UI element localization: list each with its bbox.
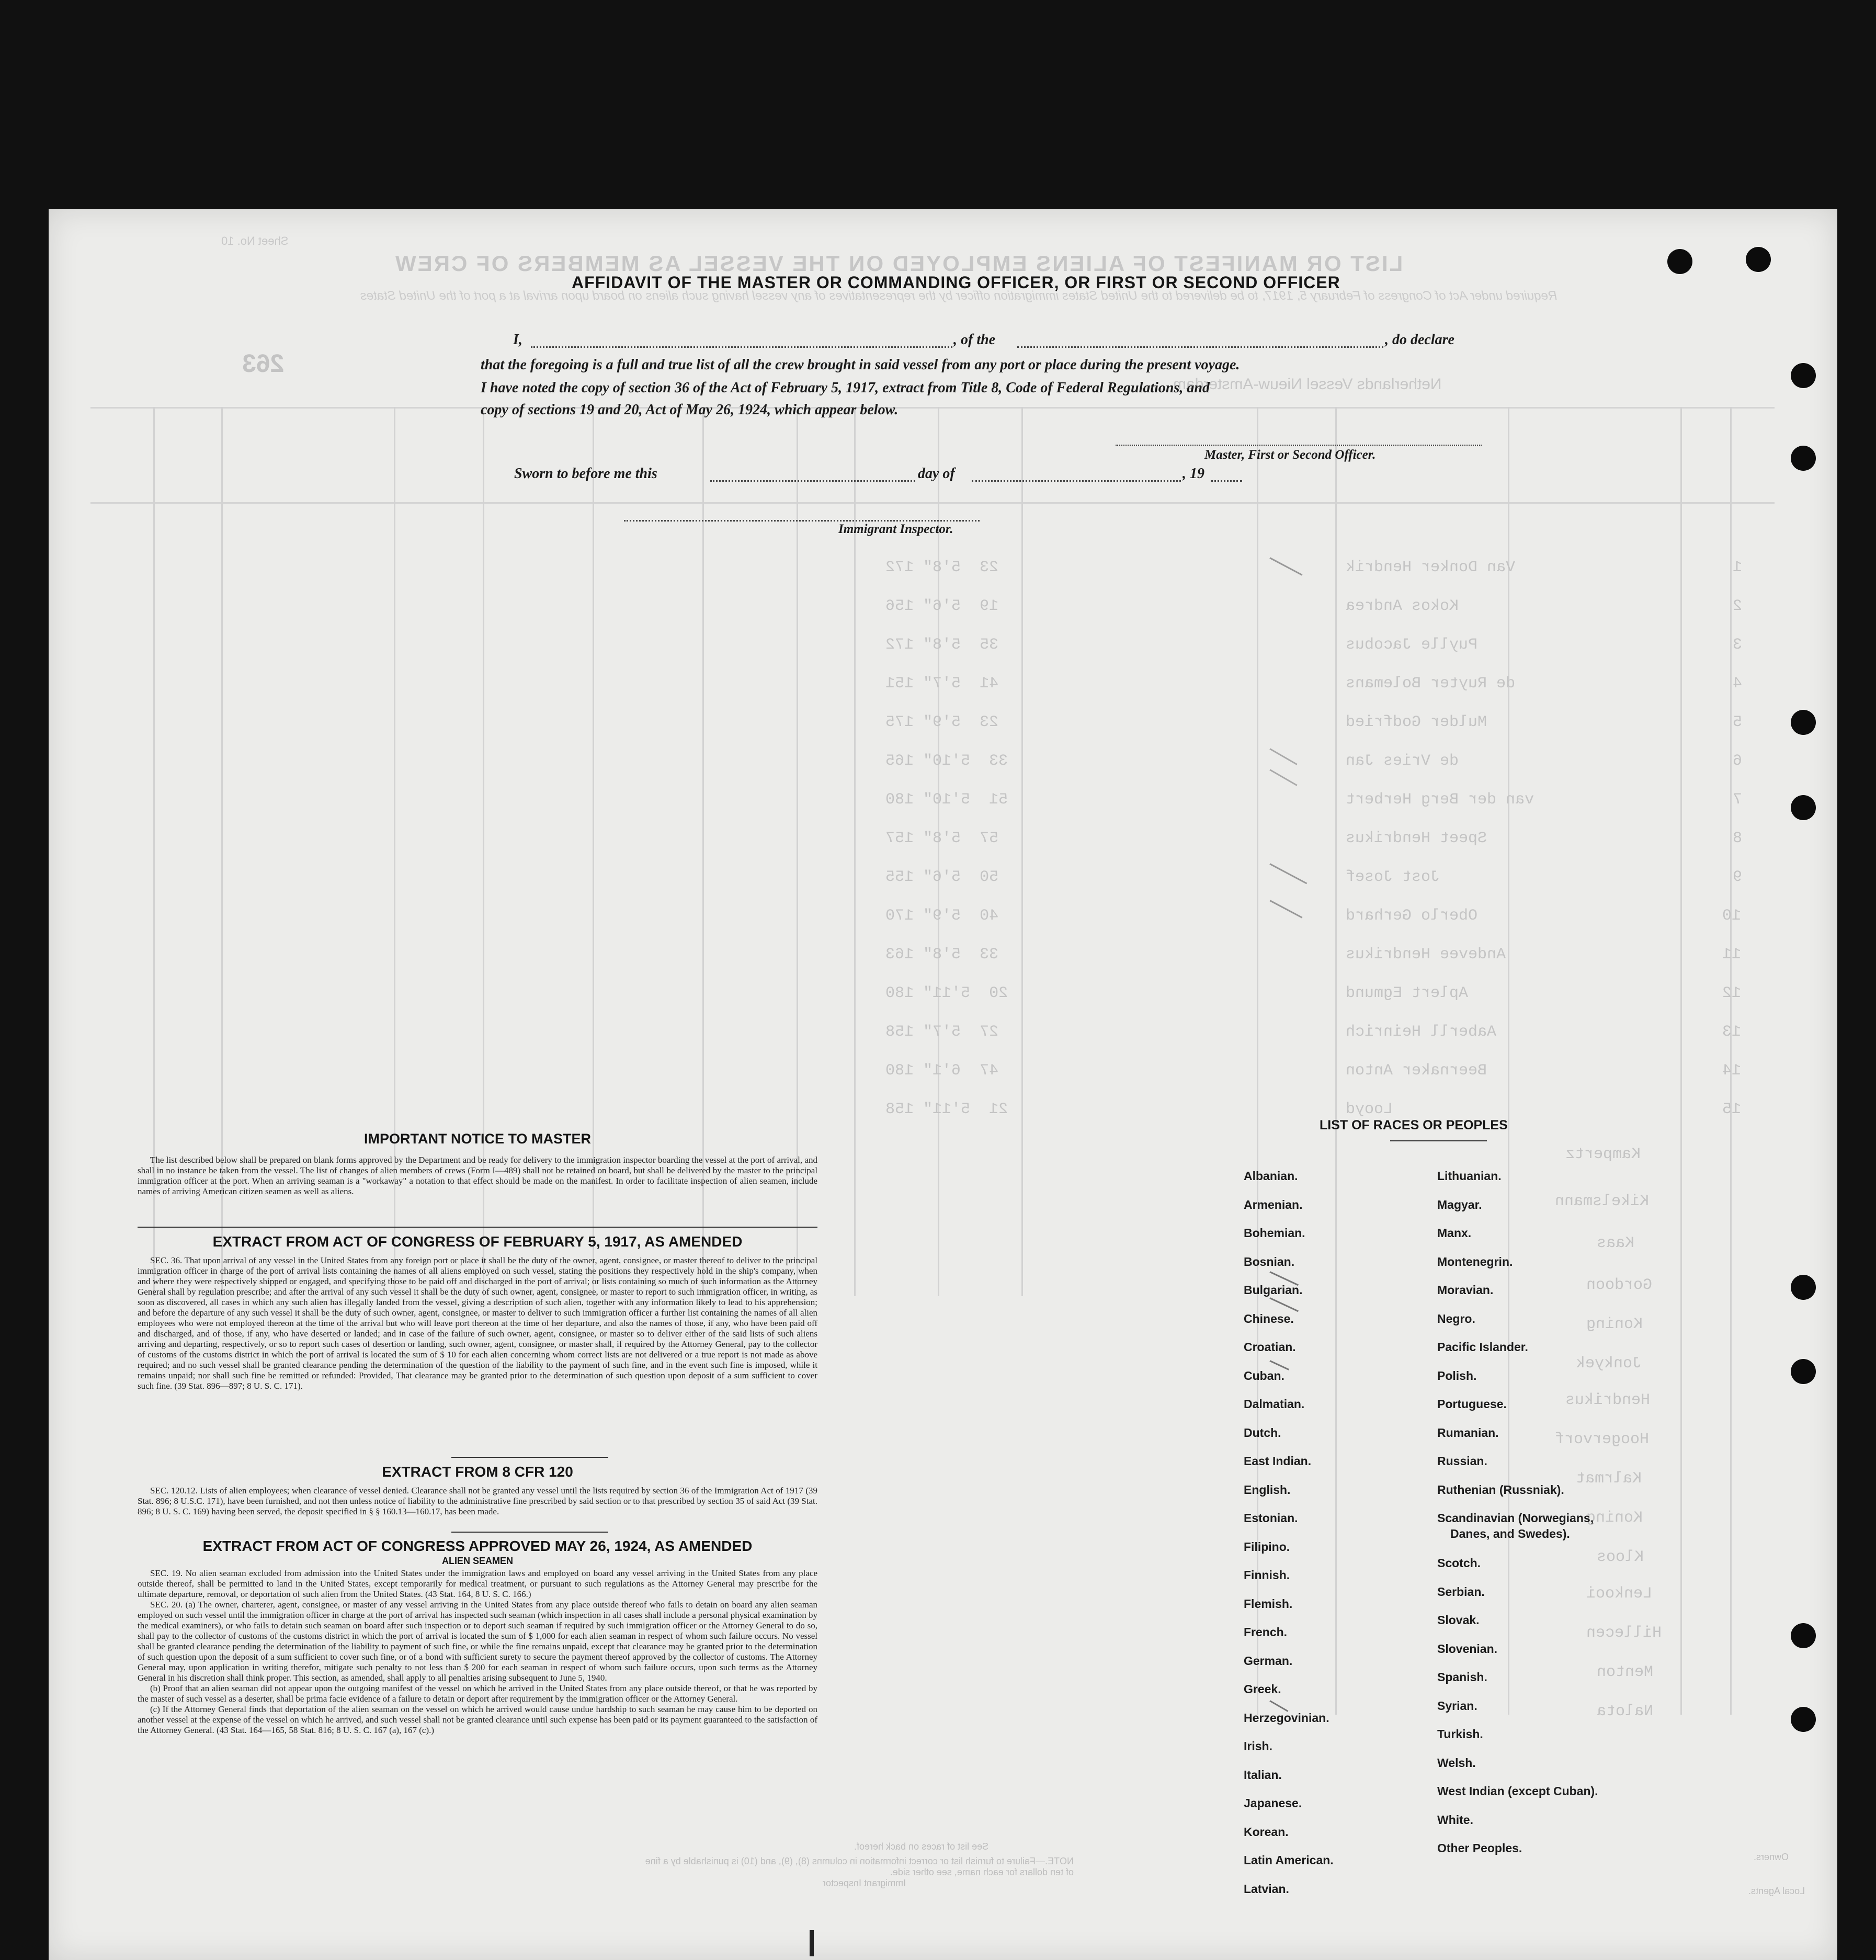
race-item: Negro. [1437, 1312, 1475, 1325]
affidavit-of-the: , of the [953, 332, 996, 348]
race-item: Syrian. [1437, 1699, 1477, 1713]
ghost-row: 3 [1733, 636, 1743, 654]
ghost-row: 51 5'10" 180 [885, 791, 1008, 809]
race-item: Portuguese. [1437, 1397, 1507, 1411]
ghost-footer-inspector: Immigrant Inspector [823, 1878, 906, 1888]
race-item: Finnish. [1244, 1568, 1290, 1582]
race-item: Latin American. [1244, 1853, 1334, 1867]
race-item: Dutch. [1244, 1426, 1281, 1440]
ghost-row: 2 [1733, 597, 1743, 615]
pencil-tick [1269, 769, 1297, 786]
race-item: Polish. [1437, 1369, 1477, 1383]
race-item: Greek. [1244, 1682, 1281, 1696]
ghost-row: Nalota [1597, 1703, 1654, 1720]
ghost-row: 35 5'8" 172 [885, 636, 999, 654]
ghost-row: 9 [1733, 868, 1743, 886]
ghost-row: 12 [1722, 984, 1742, 1002]
race-item: White. [1437, 1813, 1473, 1827]
race-item: Bosnian. [1244, 1255, 1295, 1268]
notice-body: The list described below shall be prepared on blank forms approved by the Department and be ready for delivery to the immigration inspector boarding the vessel at the port of arrival, and shall in no instance be taken from the vessel. The list of changes of alien members of crews (Form I—489) shall not be retained on board, but shall be delivered by the master to the principal immigration officer at the port. When an arriving seaman is a "workaway" a notation to that effect should be made on the manifest. In order to facilitate inspection of alien seamen, include names of arriving American citizen seamen as well as aliens. [138, 1155, 817, 1196]
notice-title: IMPORTANT NOTICE TO MASTER [364, 1131, 591, 1147]
ghost-row: Hendrikus [1565, 1391, 1651, 1409]
inspector-label: Immigrant Inspector. [838, 522, 953, 536]
ghost-sheet-no: Sheet No. 10 [221, 234, 289, 247]
ghost-row: Lenkooi [1586, 1585, 1653, 1603]
ghost-footer-note: NOTE.—Failure to furnish list or correct information in columns (8), (9), and (10) is punishable by a fine of ten dollars for each name, see other side. [645, 1856, 1074, 1877]
sworn-day-field[interactable] [710, 480, 915, 482]
binder-hole [1791, 1623, 1816, 1648]
ghost-row: 13 [1722, 1023, 1742, 1041]
race-item: English. [1244, 1483, 1291, 1497]
ghost-row: 33 5'8" 163 [885, 946, 999, 964]
ghost-row: Gordoon [1586, 1276, 1653, 1294]
ghost-row: 5 [1733, 713, 1743, 731]
ghost-subtitle: Required under Act of Congress of February 5, 1917, to be delivered to the United States immigration officer by the representatives of any vessel having such aliens on board upon arrival at a port of the United States [360, 289, 1557, 303]
race-item: Other Peoples. [1437, 1841, 1522, 1855]
binder-hole [1791, 446, 1816, 471]
ghost-row: Koning [1586, 1509, 1643, 1527]
ghost-title: LIST OR MANIFEST OF ALIENS EMPLOYED ON THE VESSEL AS MEMBERS OF CREW [394, 251, 1403, 276]
race-item: Spanish. [1437, 1670, 1487, 1684]
ghost-row: Kalrmat [1576, 1470, 1642, 1488]
ghost-row: Kampertz [1565, 1146, 1641, 1163]
race-item: Latvian. [1244, 1882, 1289, 1896]
manifest-sheet [49, 209, 1837, 1960]
ghost-row: 47 6'1" 180 [885, 1062, 999, 1080]
ghost-footer-agents: Local Agents. [1748, 1886, 1805, 1896]
ghost-row: 20 5'11" 180 [885, 984, 1008, 1002]
binder-hole [1746, 247, 1771, 272]
sworn-month-field[interactable] [972, 480, 1181, 482]
ghost-row: Kikelsmann [1555, 1193, 1650, 1210]
ghost-row: Jost Josef [1346, 868, 1440, 886]
ghost-row: Koning [1586, 1316, 1643, 1333]
declarant-name-field[interactable] [531, 346, 952, 348]
affidavit-line4: copy of sections 19 and 20, Act of May 26, 1924, which appear below. [481, 402, 899, 418]
race-item: Scotch. [1437, 1556, 1481, 1570]
ghost-row: Andevee Hendrikus [1346, 946, 1506, 964]
ghost-row: de Vries Jan [1346, 752, 1459, 770]
pencil-tick [1269, 1700, 1288, 1712]
extract-1917-body: SEC. 36. That upon arrival of any vessel in the United States from any foreign port or place it shall be the duty of the owner, agent, consignee, or master thereof to deliver to the principal immigration officer in charge of the port of arrival lists containing the names of all aliens employed on such vessel, stating the positions they respectively hold in the ship's company, when and where they were respectively shipped or engaged, and specifying those to be paid off and discharged in the port of arrival; or lists containing so much of such information as the Attorney General shall by regulation prescribe; and after the arrival of any such vessel it shall be the duty of such owner, agent, consignee, or master to report to such immigration officer, in writing, as soon as discovered, all cases in which any such alien has illegally landed from the vessel, giving a description of such alien, together with any information likely to lead to his apprehension; and before the departure of any such vessel it shall be the duty of such owner, agent, consignee, or master to deliver to such immigration officer a further list containing the names of all alien employees who were not employed thereon at the time of the arrival but who will leave port thereon at the time of her departure, and also the names of those, if any, who have been paid off and discharged, and of those, if any, who have deserted or landed; and in case of the failure of such owner, agent, consignee, or master so to deliver either of the said lists of such aliens arriving and departing, respectively, or so to report such cases of desertion or landing, such owner, agent, consignee, or master shall, if required by the Attorney General, pay to the collector of customs of the customs district in which the port of arrival is located the sum of $ 10 for each alien concerning whom correct lists are not delivered or a true report is not made as above required; and no such vessel shall be granted clearance pending the determination of the question of the liability to the payment of such fine, and in the event such fine is imposed, while it remains unpaid; nor shall such fine be remitted or refunded: Provided, That clearance may be granted prior to the determination of such question upon deposit of a sum sufficient to cover such fine. (39 Stat. 896—897; 8 U. S. C. 171). [138, 1255, 817, 1391]
race-item: Flemish. [1244, 1597, 1293, 1611]
ghost-row: 1 [1733, 559, 1743, 576]
ghost-row: 33 5'10" 165 [885, 752, 1008, 770]
race-item: French. [1244, 1625, 1288, 1639]
binder-hole [1791, 1275, 1816, 1300]
race-item: Moravian. [1437, 1283, 1494, 1297]
affidavit-line3: I have noted the copy of section 36 of the Act of February 5, 1917, extract from Title 8, Code of Federal Regulations, and [481, 380, 1210, 396]
race-item: Albanian. [1244, 1169, 1298, 1183]
race-item: Armenian. [1244, 1198, 1303, 1211]
ghost-row: Van Donker Hendrik [1346, 559, 1516, 576]
ghost-row: 15 [1722, 1101, 1742, 1118]
master-label: Master, First or Second Officer. [1204, 448, 1376, 462]
ghost-row: Jonkyek [1576, 1355, 1642, 1373]
race-item: Magyar. [1437, 1198, 1482, 1211]
ghost-row: Looyd [1346, 1101, 1393, 1118]
race-item: East Indian. [1244, 1454, 1312, 1468]
extract-1924-title: EXTRACT FROM ACT OF CONGRESS APPROVED MAY 26, 1924, AS AMENDED [202, 1538, 753, 1554]
race-item: Manx. [1437, 1226, 1472, 1240]
race-item: German. [1244, 1654, 1293, 1668]
binder-hole [1791, 363, 1816, 388]
ghost-row: 40 5'9" 170 [885, 907, 999, 925]
race-item: Irish. [1244, 1739, 1272, 1753]
extract-1917-title: EXTRACT FROM ACT OF CONGRESS OF FEBRUARY 5, 1917, AS AMENDED [212, 1233, 743, 1250]
ghost-row: Speet Hendrikus [1346, 830, 1487, 847]
race-item: Welsh. [1437, 1756, 1476, 1770]
binder-hole [1667, 249, 1692, 274]
ghost-vessel-line: Netherlands Vessel Nieuw-Amsterdam [1173, 376, 1442, 393]
ghost-row: Menton [1597, 1663, 1654, 1681]
ghost-row: 19 5'6" 156 [885, 597, 999, 615]
race-item: Russian. [1437, 1454, 1487, 1468]
ghost-row: 7 [1733, 791, 1743, 809]
day-of-label: day of [918, 466, 955, 482]
race-item: Croatian. [1244, 1340, 1296, 1354]
ghost-row: Kokos Andrea [1346, 597, 1459, 615]
binder-hole [1791, 1359, 1816, 1384]
sworn-label: Sworn to before me this [514, 466, 657, 482]
race-item: Filipino. [1244, 1540, 1290, 1554]
race-item: Turkish. [1437, 1727, 1483, 1741]
ghost-row: Hillecen [1586, 1624, 1662, 1642]
affidavit-title: AFFIDAVIT OF THE MASTER OR COMMANDING OFFICER, OR FIRST OR SECOND OFFICER [572, 273, 1340, 292]
race-item: Korean. [1244, 1825, 1289, 1839]
vessel-name-field[interactable] [1017, 346, 1383, 348]
sworn-year-field[interactable] [1211, 480, 1242, 482]
races-title: LIST OF RACES OR PEOPLES [1320, 1118, 1508, 1132]
pencil-tick [810, 1930, 814, 1956]
ghost-row: Puylle Jacobus [1346, 636, 1478, 654]
ghost-row: 50 5'6" 155 [885, 868, 999, 886]
race-item: Ruthenian (Russniak). [1437, 1483, 1564, 1497]
ghost-row: Hoogervorf [1555, 1431, 1650, 1448]
ghost-row: Beernaker Anton [1346, 1062, 1487, 1080]
race-item: Serbian. [1437, 1585, 1485, 1599]
master-signature-line[interactable] [1116, 445, 1482, 446]
race-item: Rumanian. [1437, 1426, 1499, 1440]
ghost-row: 23 5'8" 172 [885, 559, 999, 576]
race-item: Italian. [1244, 1768, 1282, 1782]
race-item: Montenegrin. [1437, 1255, 1513, 1268]
race-item: Herzegovinian. [1244, 1711, 1329, 1725]
affidavit-i: I, [513, 332, 522, 348]
race-item: Scandinavian (Norwegians, [1437, 1511, 1594, 1525]
race-item: Lithuanian. [1437, 1169, 1502, 1183]
race-item: Chinese. [1244, 1312, 1294, 1325]
pencil-tick [1269, 863, 1307, 884]
affidavit-do-declare: , do declare [1385, 332, 1454, 348]
ghost-row: 23 5'9" 175 [885, 713, 999, 731]
ghost-row: 8 [1733, 830, 1743, 847]
extract-cfr-body: SEC. 120.12. Lists of alien employees; when clearance of vessel denied. Clearance shall not be granted any vessel until the lists required by section 36 of the Immigration Act of 1917 (39 Stat. 896; 8 U.S.C. 171), have been furnished, and not then unless notice of liability to the administrative fine prescribed by said section or to that prescribed by section 35 of said Act (39 Stat. 896; 8 U. S. C. 169) having been served, the deposit specified in § § 160.13—160.17, has been made. [138, 1486, 817, 1516]
affidavit-line2: that the foregoing is a full and true list of all the crew brought in said vessel from any port or place during the present voyage. [481, 357, 1240, 373]
extract-cfr-title: EXTRACT FROM 8 CFR 120 [382, 1464, 573, 1480]
race-item: Slovenian. [1437, 1642, 1498, 1656]
ghost-row: 14 [1722, 1062, 1742, 1080]
binder-hole [1791, 1707, 1816, 1732]
year-label: , 19 [1183, 466, 1204, 482]
ghost-row: 4 [1733, 675, 1743, 693]
inspector-signature-line[interactable] [624, 520, 980, 522]
ghost-row: Kloos [1597, 1548, 1644, 1566]
ghost-row: de Ruyter Bolemans [1346, 675, 1516, 693]
race-item: Bohemian. [1244, 1226, 1305, 1240]
race-item: Cuban. [1244, 1369, 1284, 1383]
extract-1924-subtitle: ALIEN SEAMEN [441, 1556, 513, 1566]
ghost-row: 6 [1733, 752, 1743, 770]
race-item: Japanese. [1244, 1796, 1302, 1810]
race-item: Slovak. [1437, 1613, 1480, 1627]
ghost-row: Aaberll Heinrich [1346, 1023, 1497, 1041]
ghost-row: 27 5'7" 158 [885, 1023, 999, 1041]
ghost-stamp: 263 [242, 350, 285, 378]
ghost-row: Mulder Godfried [1346, 713, 1487, 731]
ghost-row: 57 5'8" 157 [885, 830, 999, 847]
ghost-footer-note: See list of races on back hereof. [854, 1841, 989, 1852]
ghost-row: 21 5'11" 158 [885, 1101, 1008, 1118]
ghost-row: Oberlo Gerhard [1346, 907, 1478, 925]
binder-hole [1791, 710, 1816, 735]
pencil-tick [1269, 557, 1302, 576]
race-item: West Indian (except Cuban). [1437, 1784, 1598, 1798]
ghost-row: Kaas [1597, 1234, 1635, 1252]
ghost-row: Aplert Egmund [1346, 984, 1469, 1002]
ghost-footer-owners: Owners. [1754, 1852, 1789, 1862]
race-item: Estonian. [1244, 1511, 1298, 1525]
ghost-row: van der Berg Herbert [1346, 791, 1534, 809]
ghost-row: 11 [1722, 946, 1742, 964]
pencil-tick [1269, 1297, 1299, 1312]
race-item: Pacific Islander. [1437, 1340, 1528, 1354]
race-item: Danes, and Swedes). [1450, 1527, 1570, 1540]
pencil-tick [1269, 748, 1297, 765]
race-item: Dalmatian. [1244, 1397, 1305, 1411]
ghost-row: 41 5'7" 151 [885, 675, 999, 693]
pencil-tick [1269, 900, 1302, 919]
race-item: Bulgarian. [1244, 1283, 1303, 1297]
extract-1924-body: SEC. 19. No alien seaman excluded from admission into the United States under the immigration laws and employed on board any vessel arriving in the United States from any place outside thereof, shall be permitted to land in the United States, except temporarily for medical treatment, or pursuant to such regulations as the Attorney General may prescribe for the ultimate departure, removal, or deportation of such alien from the United States. (43 Stat. 164, 8 U. S. C. 166.) SEC. 20. (a) The owner, charterer, agent, consignee, or master of any vessel arriving in the United States from any place outside thereof who fails to detain on board any alien seaman employed on such vessel until the immigration officer in charge at the port of arrival has inspected such seaman (which inspection in all cases shall include a personal physical examination by the medical examiners), or who fails to detain such seaman on board after such inspection or to deport such seaman if required by such immigration officer or the Attorney General to do so, shall pay to the collector of customs of the customs district in which the port of arrival is located the sum of $ 1,000 for each alien seaman in respect of whom such failure occurs. No vessel shall be granted clearance pending the determination of the liability to payment of such fine, or while the fine remains unpaid, except that clearance may be granted prior to the determination of such question upon the deposit of a sum sufficient to cover such fine, or of a bond with sufficient surety to secure the payment thereof approved by the collector of customs. The Attorney General may, upon application in writing therefor, mitigate such penalty to not less than $ 200 for each seaman in respect of whom such failure occurs, upon such terms as the Attorney General in his discretion shall think proper. This section, as amended, shall apply to all penalties arising subsequent to June 5, 1940. (b) Proof that an alien seaman did not appear upon the outgoing manifest of the vessel on which he arrived in the United States from any place outside thereof, or that he was reported by the master of such vessel as a deserter, shall be prima facie evidence of a failure to detain or deport after requirement by the immigration officer or the Attorney General. (c) If the Attorney General finds that deportation of the alien seaman on the vessel on which he arrived would cause undue hardship to such seaman he may cause him to be deported on another vessel at the expense of the vessel on which he arrived, and such vessel shall not be granted clearance until such expense has been paid or its payment guaranteed to the satisfaction of the Attorney General. (43 Stat. 164—165, 58 Stat. 816; 8 U. S. C. 167 (a), 167 (c).) [138, 1568, 817, 1735]
binder-hole [1791, 795, 1816, 820]
ghost-row: 10 [1722, 907, 1742, 925]
